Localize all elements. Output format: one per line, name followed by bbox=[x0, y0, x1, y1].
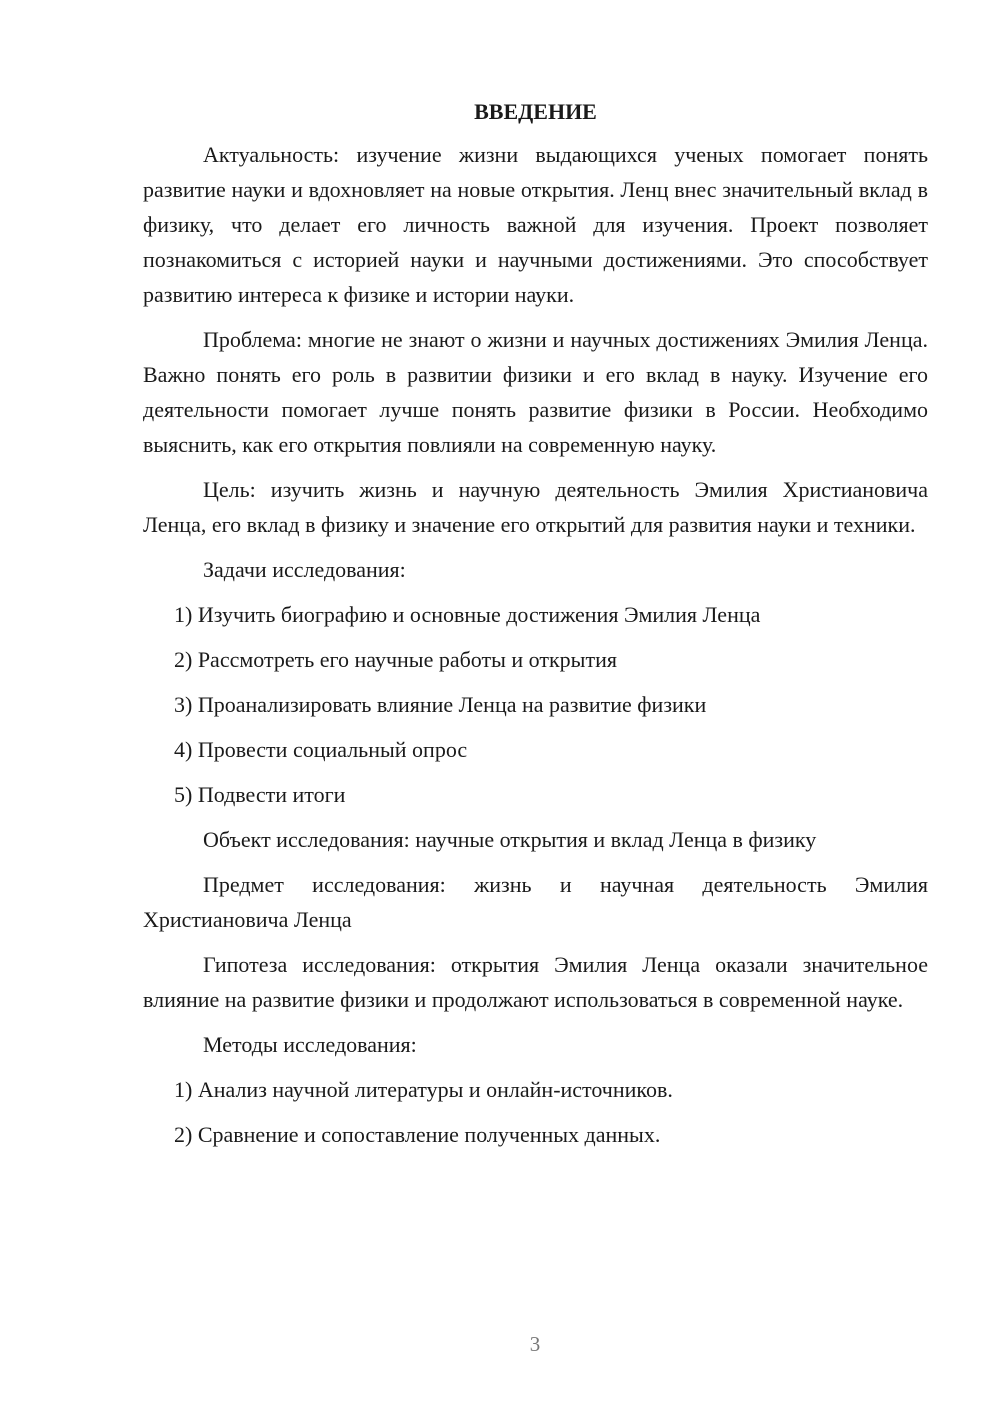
methods-heading: Методы исследования: bbox=[203, 1032, 417, 1057]
goal-paragraph: Цель: изучить жизнь и научную деятельность Эмилия Христиановича Ленца, его вклад в физику и значение его открытий для развития науки и техники. bbox=[143, 477, 928, 537]
page-title: ВВЕДЕНИЕ bbox=[474, 99, 597, 124]
page-number: 3 bbox=[529, 1332, 541, 1356]
tasks-heading: Задачи исследования: bbox=[203, 557, 406, 582]
task-item: 4) Провести социальный опрос bbox=[174, 737, 468, 762]
method-item: 2) Сравнение и сопоставление полученных данных. bbox=[174, 1122, 661, 1147]
hypothesis-paragraph: Гипотеза исследования: открытия Эмилия Ленца оказали значительное влияние на развитие физики и продолжают использоваться в современной науке. bbox=[143, 952, 928, 1012]
task-item: 5) Подвести итоги bbox=[174, 782, 346, 807]
task-item: 3) Проанализировать влияние Ленца на развитие физики bbox=[174, 692, 707, 717]
task-item: 2) Рассмотреть его научные работы и открытия bbox=[174, 647, 617, 672]
relevance-paragraph: Актуальность: изучение жизни выдающихся ученых помогает понять развитие науки и вдохновляет на новые открытия. Ленц внес значительный вклад в физику, что делает его личность важной для изучения. Проект позволяет познакомиться с историей науки и научными достижениями. Это способствует развитию интереса к физике и истории науки. bbox=[143, 142, 928, 307]
page-content bbox=[143, 94, 928, 1162]
subject-paragraph: Предмет исследования: жизнь и научная деятельность Эмилия Христиановича Ленца bbox=[143, 872, 928, 932]
problem-paragraph: Проблема: многие не знают о жизни и научных достижениях Эмилия Ленца. Важно понять его роль в развитии физики и его вклад в науку. Изучение его деятельности помогает лучше понять развитие физики в России. Необходимо выяснить, как его открытия повлияли на современную науку. bbox=[143, 327, 928, 457]
object-line: Объект исследования: научные открытия и вклад Ленца в физику bbox=[203, 827, 817, 852]
method-item: 1) Анализ научной литературы и онлайн-источников. bbox=[174, 1077, 673, 1102]
task-item: 1) Изучить биографию и основные достижения Эмилия Ленца bbox=[174, 602, 761, 627]
